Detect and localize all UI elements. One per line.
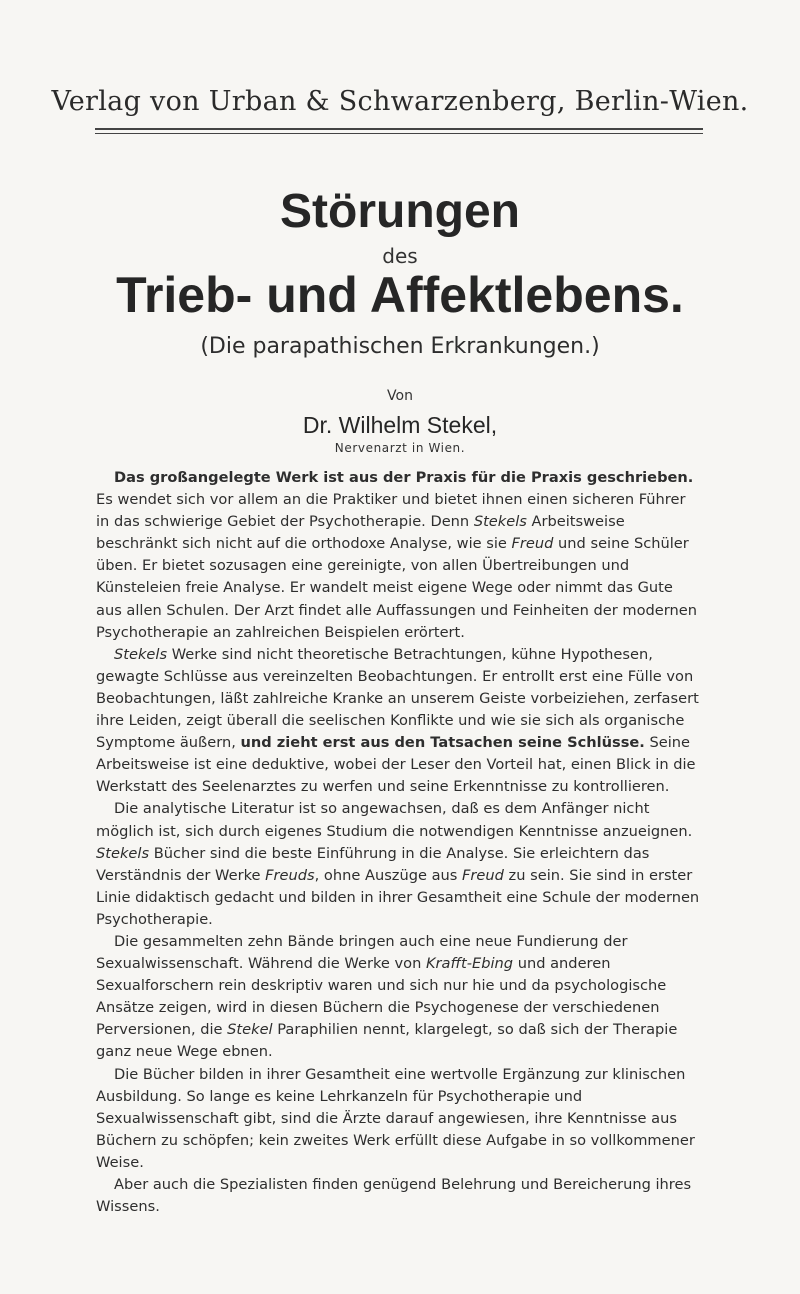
text-run: , ohne Auszüge aus <box>314 866 463 884</box>
description-paragraph <box>96 467 703 644</box>
description-paragraph <box>96 1174 703 1218</box>
book-title: Störungen <box>280 185 520 238</box>
text-run: Die analytische Literatur ist so angewachsen, daß es dem Anfänger nicht möglich ist, sich durch eigenes Studium die notwendigen Kenntnisse anzueignen. <box>96 800 693 840</box>
text-run: Die Bücher bilden in ihrer Gesamtheit eine wertvolle Ergänzung zur klinischen Ausbildung. So lange es keine Lehrkanzeln für Psychotherapie und Sexualwissenschaft gibt, sind die Ärzte darauf angewiesen, ihre Kenntnisse aus Büchern zu schöpfen; kein zweites Werk erfüllt diese Aufgabe in so vollkommener Weise. <box>96 1065 695 1171</box>
description-text <box>96 467 703 1218</box>
book-parenthetical: (Die parapathischen Erkrankungen.) <box>200 334 600 359</box>
text-run: Die gesammelten zehn Bände bringen auch eine neue Fundierung der Sexualwissenschaft. Während die Werke von <box>96 932 628 973</box>
description-paragraph <box>96 798 703 931</box>
text-run: und seine Schüler üben. Er bietet sozusagen eine gereinigte, von allen Übertreibungen und Künsteleien freie Analyse. Er wandelt meist eigene Wege oder nimmt das Gute aus allen Schulen. Der Arzt findet alle Auffassungen und Feinheiten der modernen Psychotherapie an zahlreichen Beispielen erörtert. <box>96 535 697 641</box>
text-run: Es wendet sich vor allem an die Praktiker und bietet ihnen einen sicheren Führer in das schwierige Gebiet der Psychotherapie. Denn <box>96 491 686 531</box>
emphasis-text: Das großangelegte Werk ist aus der Praxis für die Praxis geschrieben. <box>114 469 694 486</box>
text-run: Werke sind nicht theoretische Betrachtungen, kühne Hypothesen, gewagte Schlüsse aus vereinzelten Beobachtungen. Er entrollt erst eine Fülle von Beobachtungen, läßt zahlreiche Kranke an unserem Geiste vorbeiziehen, zerfasert ihre Leiden, zeigt überall die seelischen Konflikte und wie sie sich als organische Symptome äußern, <box>96 645 699 752</box>
italic-name: Freud <box>462 866 504 884</box>
italic-name: Stekels <box>114 645 168 663</box>
text-run: Aber auch die Spezialisten finden genügend Belehrung und Bereicherung ihres Wissens. <box>96 1176 692 1216</box>
book-subtitle: Trieb- und Affektlebens. <box>116 267 684 323</box>
description-paragraph <box>96 644 703 799</box>
text-run: Arbeitsweise beschränkt sich nicht auf die orthodoxe Analyse, wie sie <box>96 513 625 553</box>
italic-name: Stekels <box>96 844 150 862</box>
text-run: Seine Arbeitsweise ist eine deduktive, wobei der Leser den Vorteil hat, einen Blick in die Werkstatt des Seelenarztes zu werfen und seine Erkenntnisse zu kontrollieren. <box>96 734 696 796</box>
emphasis-text: und zieht erst aus den Tatsachen seine Schlüsse. <box>240 734 645 752</box>
title-connector: des <box>382 244 418 268</box>
text-run: zu sein. Sie sind in erster Linie didaktisch gedacht und bilden in ihrer Gesamtheit eine Schule der modernen Psychotherapie. <box>96 866 700 928</box>
by-line: Von <box>387 388 413 404</box>
text-run: und anderen Sexualforschern rein deskriptiv waren und sich nur hie und da psychologische Ansätze zeigen, wird in diesen Büchern die Psychogenese der verschiedenen Perversionen, die <box>96 955 667 1039</box>
text-run: Paraphilien nennt, klargelegt, so daß sich der Therapie ganz neue Wege ebnen. <box>96 1021 678 1061</box>
author-name: Dr. Wilhelm Stekel, <box>302 412 498 438</box>
italic-name: Freud <box>511 535 554 553</box>
italic-name: Stekels <box>473 513 527 531</box>
description-paragraph <box>96 1064 703 1174</box>
header-rule-thin <box>95 133 703 134</box>
author-affiliation: Nervenarzt in Wien. <box>334 441 466 455</box>
italic-name: Stekel <box>227 1021 273 1039</box>
header-rule-thick <box>95 128 703 130</box>
italic-name: Krafft-Ebing <box>425 955 514 973</box>
description-paragraph <box>96 931 703 1064</box>
italic-name: Freuds <box>265 866 315 884</box>
text-run: Bücher sind die beste Einführung in die Analyse. Sie erleichtern das Verständnis der Werke <box>96 844 650 884</box>
publisher-header: Verlag von Urban & Schwarzenberg, Berlin‑Wien. <box>51 86 749 117</box>
